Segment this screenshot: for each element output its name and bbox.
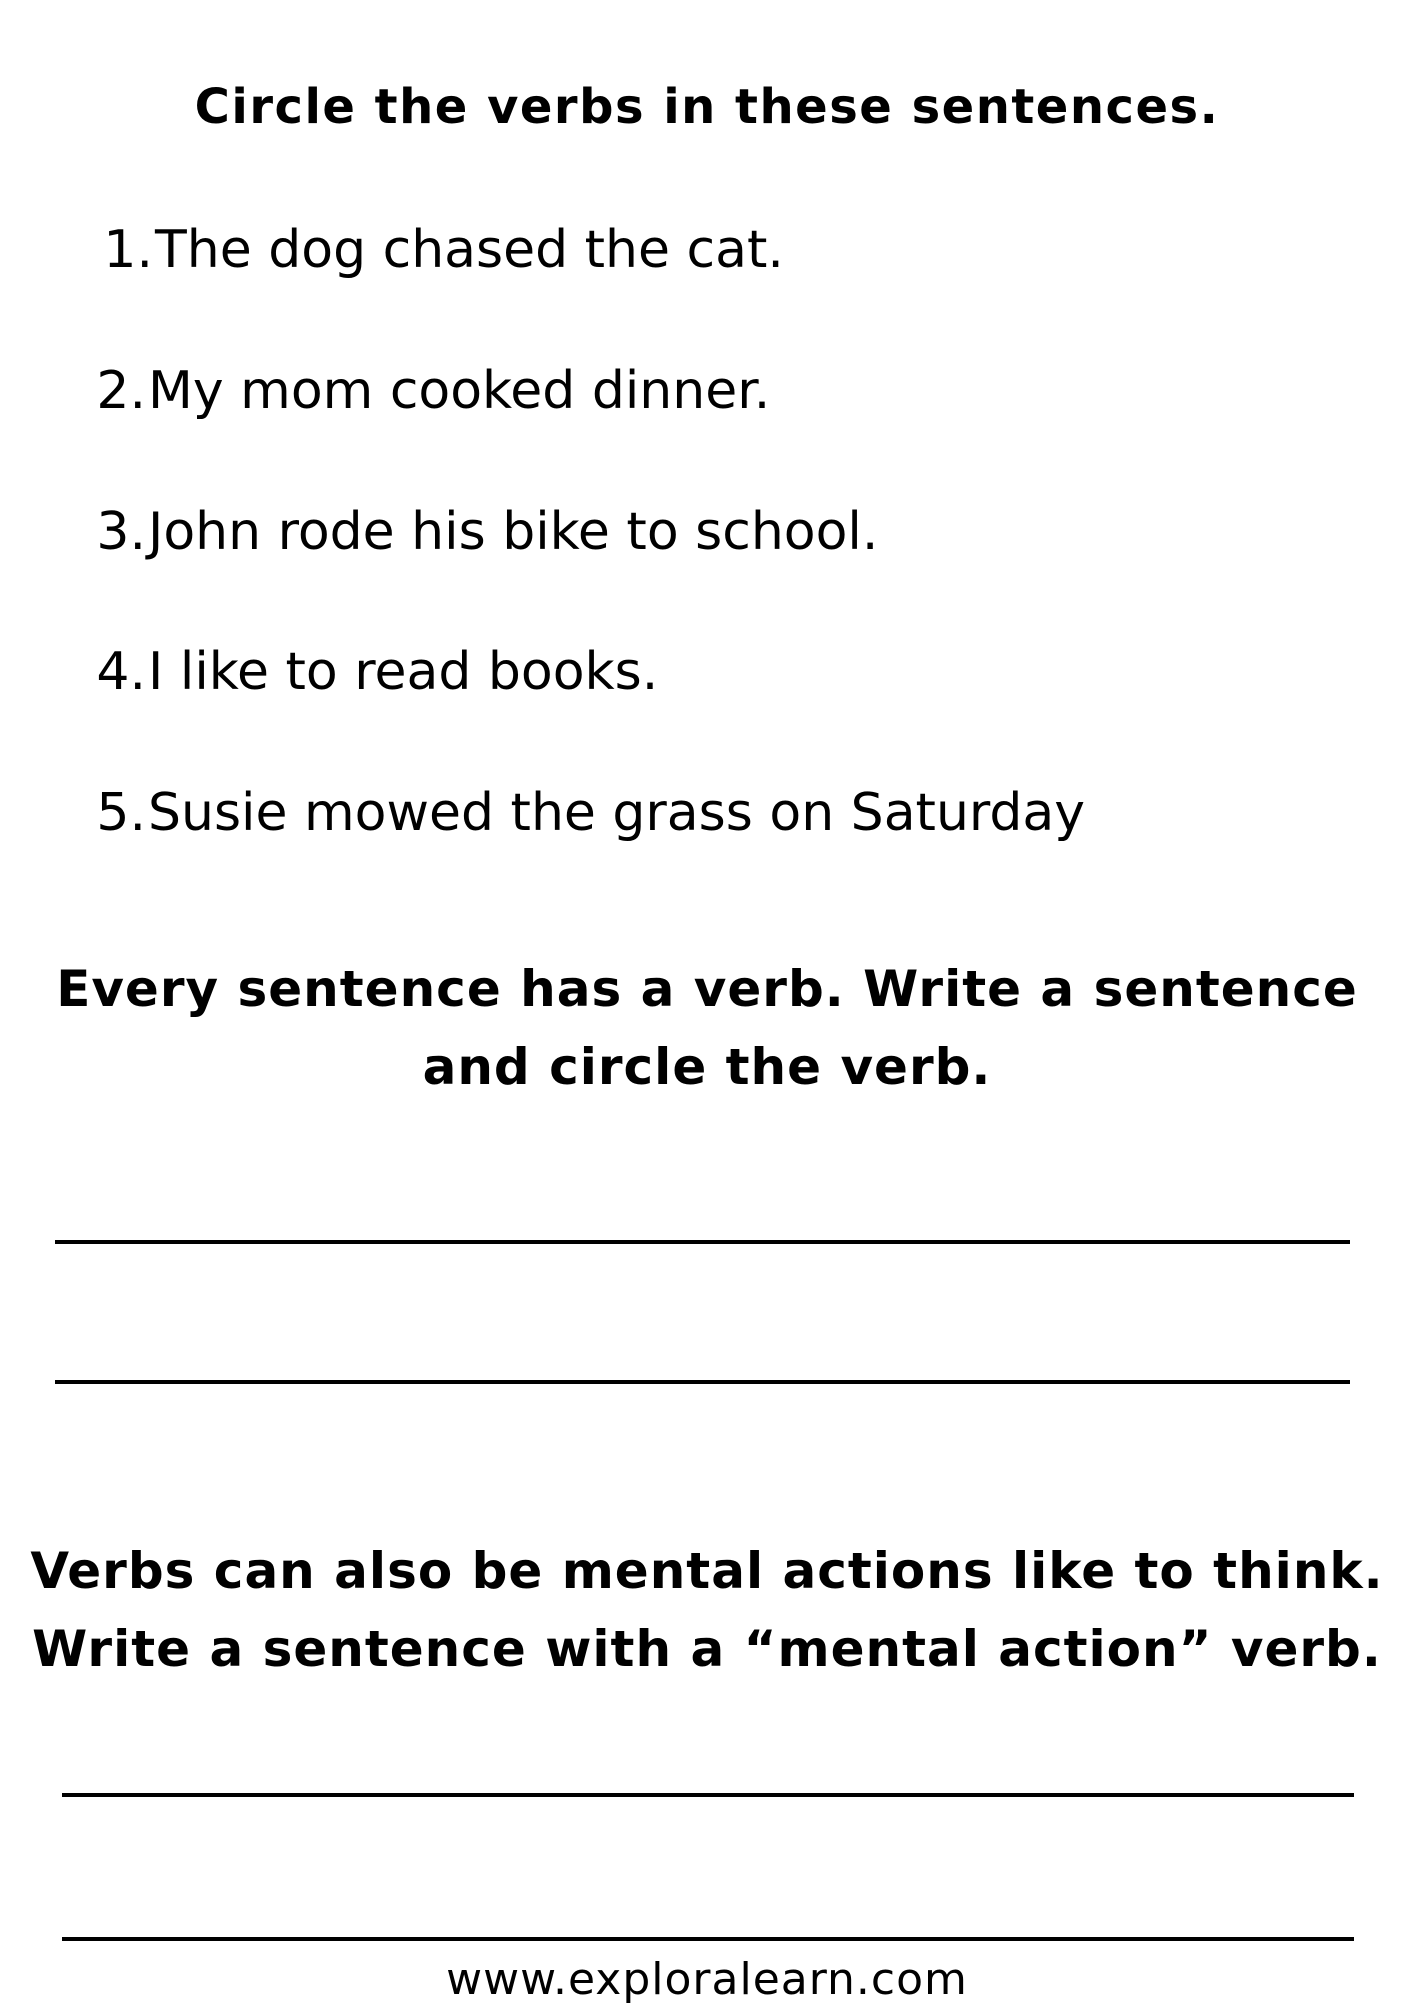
writing-line-4[interactable] (62, 1937, 1354, 1941)
section3-heading-line2: Write a sentence with a “mental action” verb. (32, 1620, 1382, 1678)
sentence-number: 1. (103, 220, 153, 280)
sentence-text: Susie mowed the grass on Saturday (148, 783, 1086, 843)
sentence-number: 3. (96, 502, 146, 562)
section3-heading-line1: Verbs can also be mental actions like to think. (30, 1542, 1384, 1600)
section1-heading: Circle the verbs in these sentences. (194, 79, 1220, 135)
sentence-number: 2. (96, 361, 146, 421)
section2-heading-line2: and circle the verb. (422, 1038, 992, 1096)
sentence-item (90, 778, 1290, 848)
sentence-item (90, 637, 1290, 707)
sentence-text: I like to read books. (148, 642, 659, 702)
section2-heading-line1: Every sentence has a verb. Write a sentence (56, 960, 1358, 1018)
sentence-number: 4. (96, 642, 146, 702)
sentence-text: My mom cooked dinner. (148, 361, 771, 421)
sentence-item (90, 356, 1290, 426)
writing-line-1[interactable] (55, 1240, 1350, 1244)
writing-line-2[interactable] (55, 1380, 1350, 1384)
writing-line-3[interactable] (62, 1793, 1354, 1797)
sentence-text: John rode his bike to school. (148, 502, 879, 562)
sentence-number: 5. (96, 783, 146, 843)
sentence-item (90, 497, 1290, 567)
sentence-text: The dog chased the cat. (155, 220, 784, 280)
section2-heading (0, 950, 1414, 1106)
sentence-item (97, 215, 1297, 285)
section3-heading (0, 1532, 1414, 1688)
footer-url: www.exploralearn.com (446, 1954, 968, 2005)
